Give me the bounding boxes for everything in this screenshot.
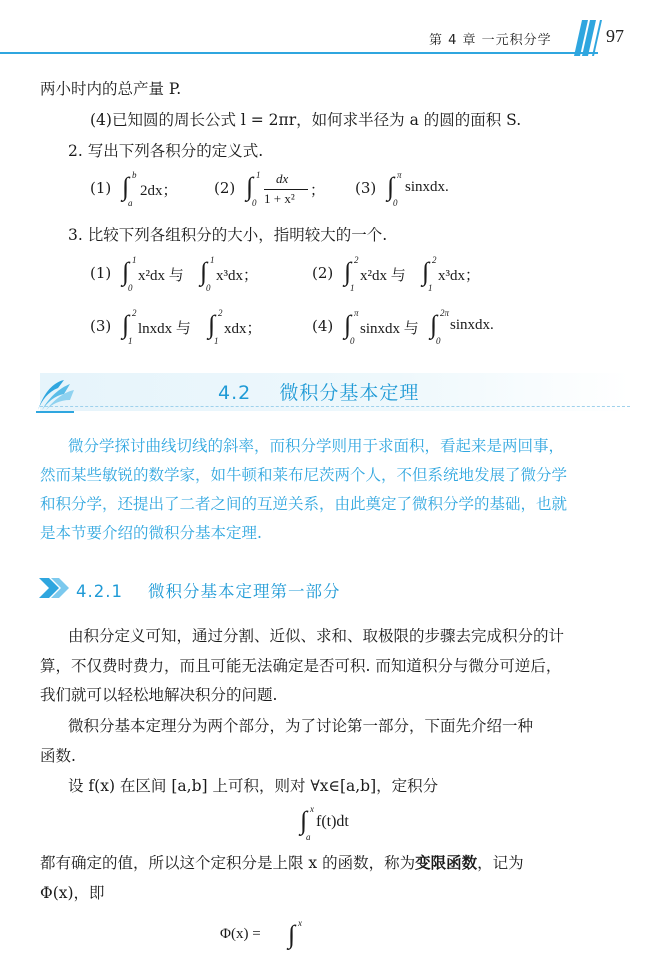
subsection-number: 4.2.1 <box>76 582 123 601</box>
subsection-name: 微积分基本定理第一部分 <box>147 582 341 601</box>
paragraph-4-pre: 都有确定的值，所以这个定积分是上限 x 的函数，称为 <box>40 854 416 872</box>
book-pages-icon <box>34 370 76 414</box>
page-number: 97 <box>606 26 624 46</box>
exercise-line: 两小时内的总产量 P. <box>40 80 182 98</box>
intro-line-1: 微分学探讨曲线切线的斜率，而积分学则用于求面积，看起来是两回事， <box>68 437 565 455</box>
intro-line-4: 是本节要介绍的微积分基本定理. <box>40 524 262 542</box>
paragraph-1-line-1: 由积分定义可知，通过分割、近似、求和、取极限的步骤去完成积分的计 <box>68 627 565 645</box>
header-stripes-decoration <box>566 20 606 56</box>
double-chevron-icon <box>37 576 73 600</box>
paragraph-1-line-3: 我们就可以轻松地解决积分的问题. <box>40 686 278 704</box>
paragraph-4-post: ，记为 <box>477 854 524 872</box>
definite-integral-formula: ∫ x a f(t)dt <box>300 804 349 842</box>
exercise-2-item-3: (3) ∫ π 0 sinxdx. <box>355 170 449 208</box>
section-number: 4.2 <box>218 382 252 404</box>
exercise-2-heading: 2. 写出下列各积分的定义式. <box>68 142 264 160</box>
header-rule <box>0 52 598 54</box>
exercise-1-4: (4)已知圆的周长公式 l = 2πr，如何求半径为 a 的圆的面积 S. <box>90 111 522 129</box>
exercise-3-item-3: (3) ∫ 2 1 lnxdx 与 ∫ 2 1 xdx； <box>90 308 262 346</box>
exercise-3-item-4: (4) ∫ π 0 sinxdx 与 ∫ 2π 0 sinxdx. <box>312 308 494 346</box>
chapter-header: 第 4 章 一元积分学 <box>429 33 552 48</box>
intro-line-3: 和积分学，还提出了二者之间的互逆关系，由此奠定了微积分学的基础，也就 <box>40 495 568 513</box>
variable-limit-function-term: 变限函数 <box>415 854 478 872</box>
paragraph-3: 设 f(x) 在区间 [a,b] 上可积，则对 ∀x∈[a,b]，定积分 <box>68 777 439 795</box>
paragraph-4 <box>40 853 524 873</box>
paragraph-2-line-2: 函数. <box>40 747 76 765</box>
phi-formula: Φ(x) = ∫ x <box>220 918 302 949</box>
exercise-2-item-2: (2) ∫ 1 0 dx 1 + x² ； <box>214 170 326 208</box>
intro-line-2: 然而某些敏锐的数学家，如牛顿和莱布尼茨两个人，不但系统地发展了微分学 <box>40 466 568 484</box>
paragraph-1-line-2: 算，不仅费时费力，而且可能无法确定是否可积. 而知道积分与微分可逆后， <box>40 657 562 675</box>
paragraph-2-line-1: 微积分基本定理分为两个部分，为了讨论第一部分，下面先介绍一种 <box>68 717 534 735</box>
exercise-3-heading: 3. 比较下列各组积分的大小，指明较大的一个. <box>68 226 388 244</box>
exercise-3-item-2: (2) ∫ 2 1 x²dx 与 ∫ 2 1 x³dx； <box>312 255 480 293</box>
subsection-title <box>76 578 340 602</box>
section-name: 微积分基本定理 <box>279 382 420 404</box>
exercise-3-item-1: (1) ∫ 1 0 x²dx 与 ∫ 1 0 x³dx； <box>90 255 258 293</box>
exercise-2-item-1: (1) ∫ b a 2dx； <box>90 170 178 208</box>
paragraph-5: Φ(x)，即 <box>40 884 105 902</box>
section-title <box>218 378 419 405</box>
